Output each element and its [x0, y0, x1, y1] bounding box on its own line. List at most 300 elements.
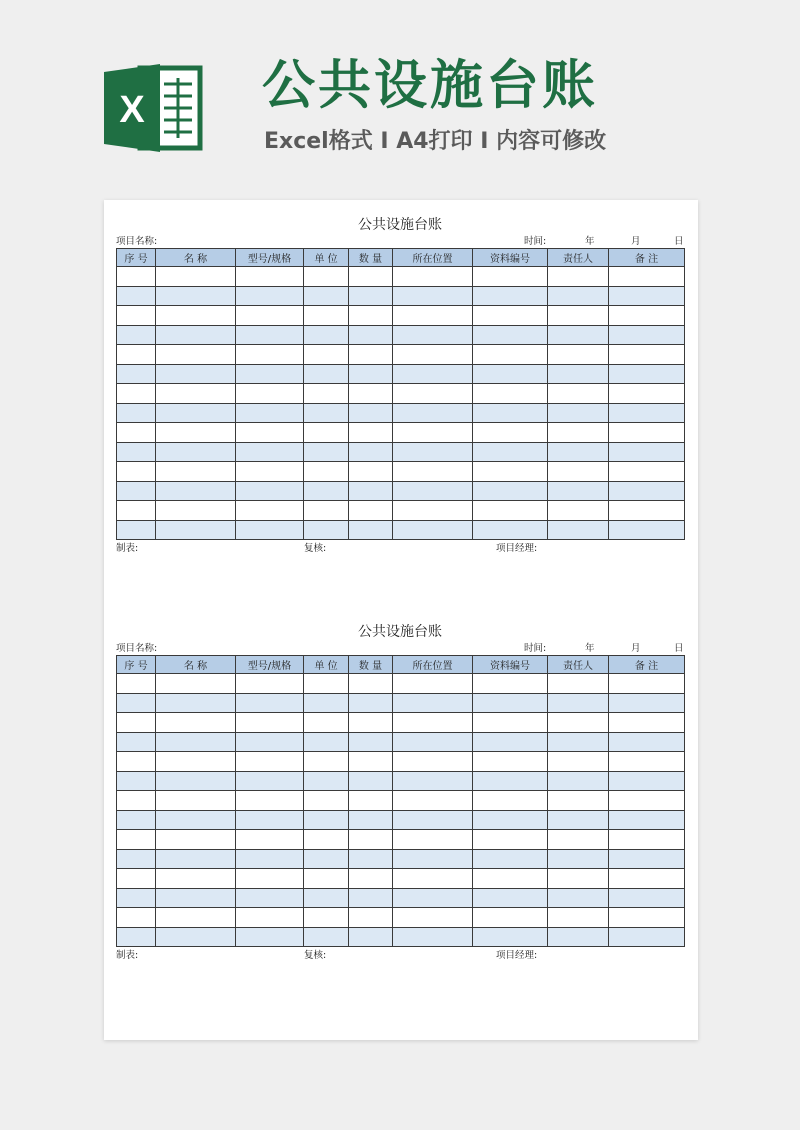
- table-cell-model[interactable]: [236, 286, 304, 306]
- form-title: 公共设施台账: [358, 624, 442, 640]
- column-header-seq: 序 号: [117, 249, 156, 267]
- table-row: [117, 674, 685, 694]
- table-cell-seq[interactable]: [117, 462, 156, 482]
- table-cell-qty[interactable]: [349, 869, 393, 889]
- table-cell-remark[interactable]: [609, 908, 685, 928]
- table-cell-qty[interactable]: [349, 306, 393, 326]
- table-cell-remark[interactable]: [609, 345, 685, 365]
- table-row: [117, 462, 685, 482]
- table-cell-doc-no[interactable]: [473, 693, 548, 713]
- table-cell-unit[interactable]: [304, 345, 349, 365]
- table-cell-location[interactable]: [393, 713, 473, 733]
- table-cell-qty[interactable]: [349, 693, 393, 713]
- table-cell-name[interactable]: [156, 908, 236, 928]
- table-cell-location[interactable]: [393, 364, 473, 384]
- table-cell-doc-no[interactable]: [473, 830, 548, 850]
- table-cell-seq[interactable]: [117, 325, 156, 345]
- table-cell-qty[interactable]: [349, 752, 393, 772]
- table-row: [117, 520, 685, 540]
- table-cell-name[interactable]: [156, 520, 236, 540]
- table-row: [117, 267, 685, 287]
- table-cell-location[interactable]: [393, 442, 473, 462]
- table-cell-owner[interactable]: [548, 520, 609, 540]
- table-cell-seq[interactable]: [117, 869, 156, 889]
- table-cell-location[interactable]: [393, 306, 473, 326]
- table-cell-location[interactable]: [393, 384, 473, 404]
- table-cell-name[interactable]: [156, 364, 236, 384]
- table-cell-owner[interactable]: [548, 869, 609, 889]
- logo-letter: X: [119, 89, 145, 131]
- table-cell-model[interactable]: [236, 869, 304, 889]
- table-cell-seq[interactable]: [117, 732, 156, 752]
- table-cell-remark[interactable]: [609, 869, 685, 889]
- table-cell-owner[interactable]: [548, 674, 609, 694]
- table-cell-model[interactable]: [236, 462, 304, 482]
- form-meta-row: [116, 236, 684, 248]
- column-header-unit: 单 位: [304, 656, 349, 674]
- table-cell-qty[interactable]: [349, 423, 393, 443]
- table-cell-name[interactable]: [156, 771, 236, 791]
- table-cell-name[interactable]: [156, 849, 236, 869]
- table-row: [117, 481, 685, 501]
- table-cell-location[interactable]: [393, 791, 473, 811]
- table-cell-doc-no[interactable]: [473, 849, 548, 869]
- table-cell-doc-no[interactable]: [473, 481, 548, 501]
- table-cell-model[interactable]: [236, 267, 304, 287]
- table-cell-doc-no[interactable]: [473, 384, 548, 404]
- table-cell-remark[interactable]: [609, 364, 685, 384]
- table-cell-location[interactable]: [393, 830, 473, 850]
- table-cell-unit[interactable]: [304, 481, 349, 501]
- table-cell-doc-no[interactable]: [473, 810, 548, 830]
- table-cell-doc-no[interactable]: [473, 791, 548, 811]
- table-cell-owner[interactable]: [548, 908, 609, 928]
- table-cell-model[interactable]: [236, 442, 304, 462]
- table-row: [117, 908, 685, 928]
- table-cell-doc-no[interactable]: [473, 403, 548, 423]
- table-row: [117, 732, 685, 752]
- table-cell-unit[interactable]: [304, 520, 349, 540]
- table-cell-unit[interactable]: [304, 442, 349, 462]
- table-cell-name[interactable]: [156, 442, 236, 462]
- table-cell-unit[interactable]: [304, 810, 349, 830]
- table-cell-name[interactable]: [156, 481, 236, 501]
- table-cell-seq[interactable]: [117, 306, 156, 326]
- table-cell-qty[interactable]: [349, 771, 393, 791]
- table-cell-name[interactable]: [156, 306, 236, 326]
- table-cell-owner[interactable]: [548, 442, 609, 462]
- table-cell-owner[interactable]: [548, 752, 609, 772]
- day-label: 日: [674, 236, 684, 247]
- table-cell-unit[interactable]: [304, 927, 349, 947]
- table-cell-doc-no[interactable]: [473, 888, 548, 908]
- column-header-qty: 数 量: [349, 249, 393, 267]
- table-cell-model[interactable]: [236, 752, 304, 772]
- table-cell-model[interactable]: [236, 771, 304, 791]
- table-cell-doc-no[interactable]: [473, 345, 548, 365]
- table-cell-name[interactable]: [156, 693, 236, 713]
- table-cell-unit[interactable]: [304, 791, 349, 811]
- table-cell-location[interactable]: [393, 693, 473, 713]
- table-cell-remark[interactable]: [609, 830, 685, 850]
- table-cell-owner[interactable]: [548, 481, 609, 501]
- table-cell-name[interactable]: [156, 423, 236, 443]
- table-cell-qty[interactable]: [349, 927, 393, 947]
- table-cell-owner[interactable]: [548, 364, 609, 384]
- page-subtitle: Excel格式 I A4打印 I 内容可修改: [264, 129, 607, 154]
- table-cell-seq[interactable]: [117, 442, 156, 462]
- table-cell-name[interactable]: [156, 927, 236, 947]
- table-cell-doc-no[interactable]: [473, 442, 548, 462]
- table-cell-owner[interactable]: [548, 325, 609, 345]
- table-cell-unit[interactable]: [304, 869, 349, 889]
- table-cell-seq[interactable]: [117, 752, 156, 772]
- table-cell-model[interactable]: [236, 674, 304, 694]
- table-cell-doc-no[interactable]: [473, 927, 548, 947]
- table-cell-owner[interactable]: [548, 286, 609, 306]
- table-cell-owner[interactable]: [548, 384, 609, 404]
- table-cell-model[interactable]: [236, 364, 304, 384]
- table-cell-owner[interactable]: [548, 462, 609, 482]
- table-cell-qty[interactable]: [349, 830, 393, 850]
- form-title: 公共设施台账: [358, 217, 442, 233]
- table-cell-location[interactable]: [393, 520, 473, 540]
- page-header: [0, 0, 800, 190]
- table-row: [117, 830, 685, 850]
- table-row: [117, 364, 685, 384]
- table-cell-qty[interactable]: [349, 286, 393, 306]
- form-meta-row: [116, 643, 684, 655]
- table-cell-location[interactable]: [393, 423, 473, 443]
- reviewer-label: 复核:: [304, 543, 327, 554]
- table-cell-doc-no[interactable]: [473, 501, 548, 521]
- column-header-unit: 单 位: [304, 249, 349, 267]
- table-cell-seq[interactable]: [117, 267, 156, 287]
- table-cell-seq[interactable]: [117, 364, 156, 384]
- table-cell-model[interactable]: [236, 403, 304, 423]
- reviewer-label: 复核:: [304, 950, 327, 961]
- month-label: 月: [631, 643, 641, 654]
- table-cell-owner[interactable]: [548, 693, 609, 713]
- table-cell-qty[interactable]: [349, 345, 393, 365]
- table-cell-owner[interactable]: [548, 306, 609, 326]
- table-cell-unit[interactable]: [304, 501, 349, 521]
- excel-icon: [100, 62, 206, 154]
- table-cell-owner[interactable]: [548, 345, 609, 365]
- column-header-seq: 序 号: [117, 656, 156, 674]
- table-cell-name[interactable]: [156, 462, 236, 482]
- table-cell-location[interactable]: [393, 810, 473, 830]
- table-cell-model[interactable]: [236, 693, 304, 713]
- table-cell-unit[interactable]: [304, 830, 349, 850]
- table-cell-owner[interactable]: [548, 713, 609, 733]
- table-cell-model[interactable]: [236, 927, 304, 947]
- time-label: 时间:: [524, 236, 547, 247]
- table-cell-seq[interactable]: [117, 927, 156, 947]
- table-cell-name[interactable]: [156, 501, 236, 521]
- table-cell-seq[interactable]: [117, 693, 156, 713]
- table-cell-owner[interactable]: [548, 830, 609, 850]
- table-cell-unit[interactable]: [304, 771, 349, 791]
- table-cell-qty[interactable]: [349, 732, 393, 752]
- table-cell-seq[interactable]: [117, 286, 156, 306]
- table-cell-location[interactable]: [393, 325, 473, 345]
- table-cell-name[interactable]: [156, 830, 236, 850]
- manager-label: 项目经理:: [496, 950, 538, 961]
- table-cell-remark[interactable]: [609, 674, 685, 694]
- table-cell-owner[interactable]: [548, 423, 609, 443]
- table-cell-qty[interactable]: [349, 791, 393, 811]
- table-cell-remark[interactable]: [609, 810, 685, 830]
- table-cell-model[interactable]: [236, 345, 304, 365]
- table-cell-owner[interactable]: [548, 771, 609, 791]
- table-cell-remark[interactable]: [609, 849, 685, 869]
- column-header-location: 所在位置: [393, 249, 473, 267]
- table-cell-doc-no[interactable]: [473, 364, 548, 384]
- table-cell-location[interactable]: [393, 888, 473, 908]
- table-cell-model[interactable]: [236, 713, 304, 733]
- table-cell-remark[interactable]: [609, 442, 685, 462]
- table-row: [117, 869, 685, 889]
- table-cell-remark[interactable]: [609, 752, 685, 772]
- ledger-form-2: [116, 621, 684, 963]
- table-cell-location[interactable]: [393, 771, 473, 791]
- table-cell-location[interactable]: [393, 927, 473, 947]
- table-cell-qty[interactable]: [349, 481, 393, 501]
- table-cell-location[interactable]: [393, 501, 473, 521]
- project-name-label: 项目名称:: [116, 236, 158, 247]
- table-cell-unit[interactable]: [304, 674, 349, 694]
- table-cell-model[interactable]: [236, 306, 304, 326]
- table-row: [117, 325, 685, 345]
- table-cell-unit[interactable]: [304, 267, 349, 287]
- table-cell-name[interactable]: [156, 325, 236, 345]
- table-cell-remark[interactable]: [609, 520, 685, 540]
- table-cell-location[interactable]: [393, 752, 473, 772]
- table-cell-unit[interactable]: [304, 732, 349, 752]
- table-row: [117, 791, 685, 811]
- table-cell-name[interactable]: [156, 732, 236, 752]
- table-cell-name[interactable]: [156, 791, 236, 811]
- table-row: [117, 384, 685, 404]
- table-cell-owner[interactable]: [548, 810, 609, 830]
- table-cell-model[interactable]: [236, 501, 304, 521]
- table-cell-seq[interactable]: [117, 345, 156, 365]
- table-cell-owner[interactable]: [548, 501, 609, 521]
- table-cell-model[interactable]: [236, 481, 304, 501]
- table-cell-unit[interactable]: [304, 286, 349, 306]
- table-cell-doc-no[interactable]: [473, 423, 548, 443]
- table-cell-remark[interactable]: [609, 791, 685, 811]
- table-cell-seq[interactable]: [117, 713, 156, 733]
- column-header-remark: 备 注: [609, 249, 685, 267]
- table-cell-seq[interactable]: [117, 481, 156, 501]
- table-cell-owner[interactable]: [548, 927, 609, 947]
- table-cell-remark[interactable]: [609, 384, 685, 404]
- table-cell-unit[interactable]: [304, 713, 349, 733]
- table-cell-remark[interactable]: [609, 713, 685, 733]
- table-cell-qty[interactable]: [349, 403, 393, 423]
- table-cell-model[interactable]: [236, 810, 304, 830]
- table-cell-model[interactable]: [236, 384, 304, 404]
- ledger-table: [116, 248, 685, 540]
- table-cell-unit[interactable]: [304, 423, 349, 443]
- table-cell-remark[interactable]: [609, 306, 685, 326]
- table-cell-seq[interactable]: [117, 888, 156, 908]
- table-cell-unit[interactable]: [304, 908, 349, 928]
- table-cell-location[interactable]: [393, 267, 473, 287]
- table-cell-remark[interactable]: [609, 423, 685, 443]
- table-cell-seq[interactable]: [117, 403, 156, 423]
- table-header-row: [117, 249, 685, 267]
- table-cell-unit[interactable]: [304, 325, 349, 345]
- table-cell-remark[interactable]: [609, 888, 685, 908]
- table-cell-location[interactable]: [393, 403, 473, 423]
- table-cell-name[interactable]: [156, 403, 236, 423]
- table-cell-name[interactable]: [156, 713, 236, 733]
- table-cell-seq[interactable]: [117, 908, 156, 928]
- table-cell-qty[interactable]: [349, 888, 393, 908]
- table-cell-remark[interactable]: [609, 403, 685, 423]
- table-cell-doc-no[interactable]: [473, 267, 548, 287]
- table-cell-remark[interactable]: [609, 286, 685, 306]
- table-cell-location[interactable]: [393, 286, 473, 306]
- month-label: 月: [631, 236, 641, 247]
- table-cell-owner[interactable]: [548, 732, 609, 752]
- table-cell-owner[interactable]: [548, 267, 609, 287]
- table-cell-doc-no[interactable]: [473, 286, 548, 306]
- table-cell-location[interactable]: [393, 849, 473, 869]
- table-cell-qty[interactable]: [349, 810, 393, 830]
- column-header-model: 型号/规格: [236, 249, 304, 267]
- table-cell-name[interactable]: [156, 752, 236, 772]
- table-cell-name[interactable]: [156, 869, 236, 889]
- table-cell-unit[interactable]: [304, 888, 349, 908]
- ledger-table: [116, 655, 685, 947]
- table-cell-owner[interactable]: [548, 791, 609, 811]
- table-cell-qty[interactable]: [349, 908, 393, 928]
- table-cell-name[interactable]: [156, 888, 236, 908]
- table-cell-owner[interactable]: [548, 849, 609, 869]
- table-cell-unit[interactable]: [304, 849, 349, 869]
- table-cell-qty[interactable]: [349, 384, 393, 404]
- table-cell-qty[interactable]: [349, 520, 393, 540]
- table-cell-doc-no[interactable]: [473, 325, 548, 345]
- column-header-doc-no: 资料编号: [473, 249, 548, 267]
- table-cell-seq[interactable]: [117, 771, 156, 791]
- table-cell-model[interactable]: [236, 830, 304, 850]
- table-cell-name[interactable]: [156, 286, 236, 306]
- table-cell-model[interactable]: [236, 888, 304, 908]
- table-cell-doc-no[interactable]: [473, 713, 548, 733]
- table-cell-seq[interactable]: [117, 384, 156, 404]
- table-cell-unit[interactable]: [304, 403, 349, 423]
- table-cell-unit[interactable]: [304, 693, 349, 713]
- table-cell-seq[interactable]: [117, 849, 156, 869]
- table-cell-doc-no[interactable]: [473, 732, 548, 752]
- table-cell-location[interactable]: [393, 908, 473, 928]
- table-cell-doc-no[interactable]: [473, 674, 548, 694]
- table-cell-location[interactable]: [393, 674, 473, 694]
- table-cell-qty[interactable]: [349, 674, 393, 694]
- table-cell-seq[interactable]: [117, 501, 156, 521]
- table-cell-unit[interactable]: [304, 752, 349, 772]
- table-cell-remark[interactable]: [609, 267, 685, 287]
- table-cell-doc-no[interactable]: [473, 771, 548, 791]
- table-cell-seq[interactable]: [117, 674, 156, 694]
- table-cell-seq[interactable]: [117, 520, 156, 540]
- table-cell-qty[interactable]: [349, 713, 393, 733]
- table-cell-doc-no[interactable]: [473, 908, 548, 928]
- table-cell-owner[interactable]: [548, 888, 609, 908]
- table-cell-model[interactable]: [236, 791, 304, 811]
- table-cell-location[interactable]: [393, 732, 473, 752]
- table-cell-name[interactable]: [156, 810, 236, 830]
- table-cell-remark[interactable]: [609, 501, 685, 521]
- table-cell-remark[interactable]: [609, 693, 685, 713]
- table-cell-unit[interactable]: [304, 364, 349, 384]
- table-cell-seq[interactable]: [117, 423, 156, 443]
- table-cell-location[interactable]: [393, 462, 473, 482]
- table-cell-model[interactable]: [236, 849, 304, 869]
- table-cell-remark[interactable]: [609, 732, 685, 752]
- table-cell-qty[interactable]: [349, 442, 393, 462]
- table-cell-seq[interactable]: [117, 830, 156, 850]
- table-cell-doc-no[interactable]: [473, 520, 548, 540]
- table-cell-name[interactable]: [156, 384, 236, 404]
- table-cell-name[interactable]: [156, 674, 236, 694]
- table-cell-qty[interactable]: [349, 325, 393, 345]
- table-cell-qty[interactable]: [349, 849, 393, 869]
- table-cell-unit[interactable]: [304, 306, 349, 326]
- table-cell-location[interactable]: [393, 869, 473, 889]
- table-cell-model[interactable]: [236, 423, 304, 443]
- table-cell-owner[interactable]: [548, 403, 609, 423]
- table-cell-name[interactable]: [156, 267, 236, 287]
- table-cell-seq[interactable]: [117, 810, 156, 830]
- table-cell-remark[interactable]: [609, 325, 685, 345]
- table-cell-qty[interactable]: [349, 462, 393, 482]
- table-cell-remark[interactable]: [609, 462, 685, 482]
- table-cell-unit[interactable]: [304, 384, 349, 404]
- time-label: 时间:: [524, 643, 547, 654]
- column-header-doc-no: 资料编号: [473, 656, 548, 674]
- table-cell-name[interactable]: [156, 345, 236, 365]
- table-cell-remark[interactable]: [609, 927, 685, 947]
- table-cell-model[interactable]: [236, 732, 304, 752]
- table-cell-qty[interactable]: [349, 267, 393, 287]
- table-cell-qty[interactable]: [349, 364, 393, 384]
- table-cell-model[interactable]: [236, 325, 304, 345]
- table-cell-remark[interactable]: [609, 771, 685, 791]
- table-cell-model[interactable]: [236, 520, 304, 540]
- table-cell-doc-no[interactable]: [473, 462, 548, 482]
- year-label: 年: [585, 236, 595, 247]
- table-cell-doc-no[interactable]: [473, 752, 548, 772]
- table-cell-doc-no[interactable]: [473, 869, 548, 889]
- table-cell-location[interactable]: [393, 481, 473, 501]
- form-footer: [116, 542, 684, 556]
- table-cell-qty[interactable]: [349, 501, 393, 521]
- table-cell-unit[interactable]: [304, 462, 349, 482]
- table-row: [117, 345, 685, 365]
- table-cell-model[interactable]: [236, 908, 304, 928]
- table-cell-location[interactable]: [393, 345, 473, 365]
- table-cell-doc-no[interactable]: [473, 306, 548, 326]
- table-cell-remark[interactable]: [609, 481, 685, 501]
- table-cell-seq[interactable]: [117, 791, 156, 811]
- table-row: [117, 849, 685, 869]
